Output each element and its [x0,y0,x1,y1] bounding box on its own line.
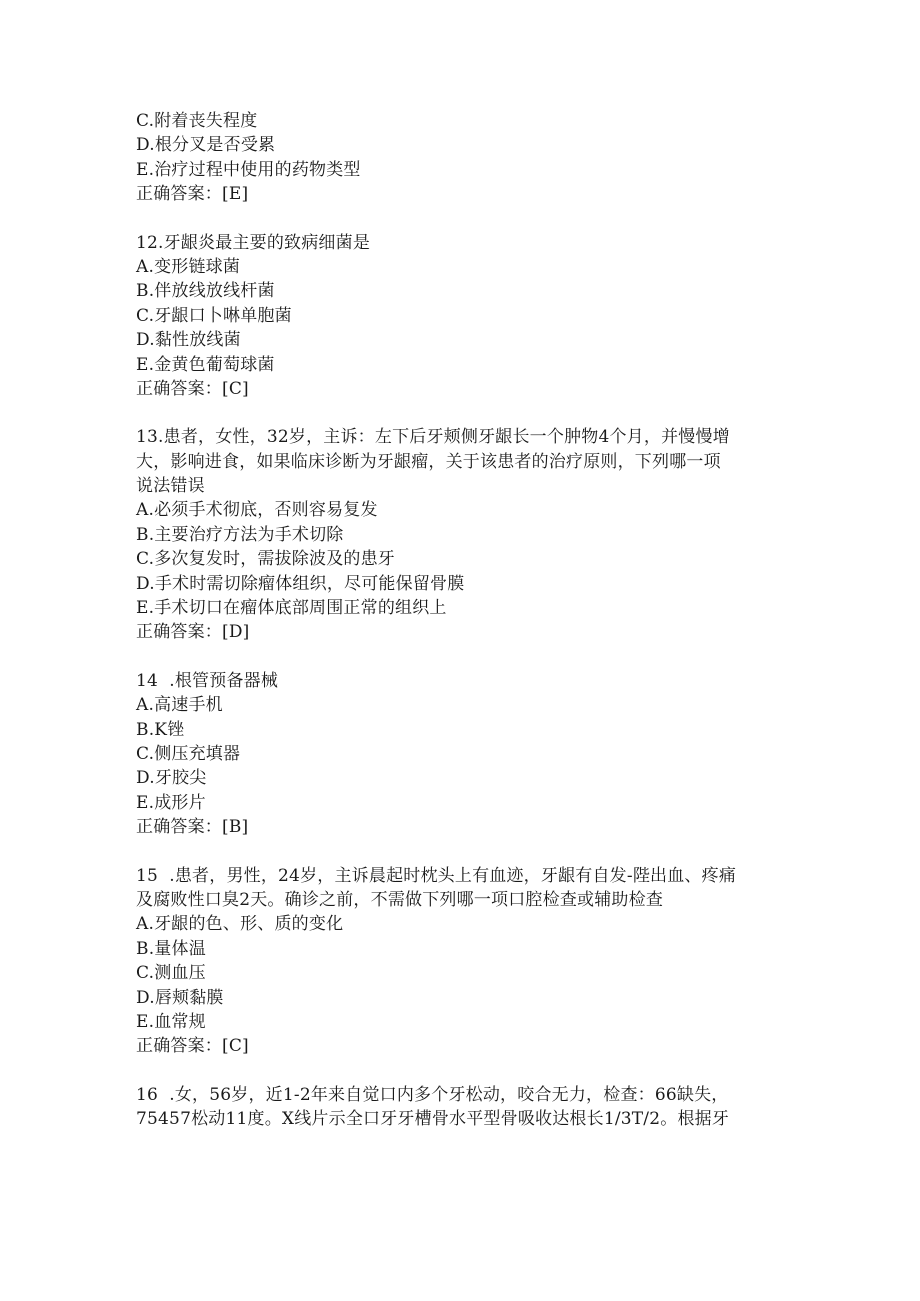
question-stem: 15 .患者，男性，24岁，主诉晨起时枕头上有血迹，牙龈有自发-陛出血、疼痛 [136,865,737,886]
option-line: E.成形片 [136,792,206,813]
option-line: C.测血压 [136,963,206,984]
answer-line: 正确答案：[D] [136,622,250,643]
answer-line: 正确答案：[C] [136,378,249,399]
question-stem: 14 .根管预备器械 [136,670,279,691]
option-line: C.侧压充填器 [136,743,241,764]
option-line: A.牙龈的色、形、质的变化 [136,914,344,935]
question-stem: 说法错误 [136,476,205,497]
option-line: B.主要治疗方法为手术切除 [136,524,344,545]
option-line: E.血常规 [136,1011,206,1032]
question-16 [136,1083,796,1132]
option-line: E.金黄色葡萄球菌 [136,354,275,375]
question-stem: 13.患者，女性，32岁，主诉：左下后牙颊侧牙龈长一个肿物4个月，并慢慢增 [136,427,730,448]
question-stem: 16 .女，56岁，近1-2年来自觉口内多个牙松动，咬合无力，检查：66缺失， [136,1084,729,1105]
answer-line: 正确答案：[E] [136,184,249,205]
option-line: D.根分叉是否受累 [136,135,276,156]
question-11-continuation [136,109,796,207]
option-line: E.手术切口在瘤体底部周围正常的组织上 [136,598,447,619]
question-stem: 75457松动11度。X线片示全口牙牙槽骨水平型骨吸收达根长1/3T/2。根据牙 [136,1109,730,1130]
option-line: A.变形链球菌 [136,256,241,277]
option-line: B.伴放线放线杆菌 [136,281,275,302]
question-15 [136,864,796,1059]
option-line: D.黏性放线菌 [136,330,241,351]
question-12 [136,231,796,402]
option-line: C.牙龈口卜啉单胞菌 [136,305,292,326]
option-line: D.牙胶尖 [136,768,207,789]
option-line: D.手术时需切除瘤体组织，尽可能保留骨膜 [136,573,465,594]
document-page [136,109,796,1131]
option-line: E.治疗过程中使用的药物类型 [136,159,361,180]
option-line: C.多次复发时，需拔除波及的患牙 [136,549,396,570]
question-14 [136,669,796,840]
option-line: B.K锉 [136,719,185,740]
question-stem: 大，影响进食，如果临床诊断为牙龈瘤，关于该患者的治疗原则，下列哪一项 [136,451,721,472]
option-line: A.高速手机 [136,695,223,716]
option-line: B.量体温 [136,938,206,959]
answer-line: 正确答案：[B] [136,817,249,838]
option-line: C.附着丧失程度 [136,111,258,131]
question-stem: 及腐败性口臭2天。确诊之前，不需做下列哪一项口腔检查或辅助检查 [136,889,664,910]
option-line: D.唇颊黏膜 [136,987,224,1008]
question-stem: 12.牙龈炎最主要的致病细菌是 [136,232,371,253]
option-line: A.必须手术彻底，否则容易复发 [136,500,378,521]
answer-line: 正确答案：[C] [136,1036,249,1057]
question-13 [136,425,796,645]
